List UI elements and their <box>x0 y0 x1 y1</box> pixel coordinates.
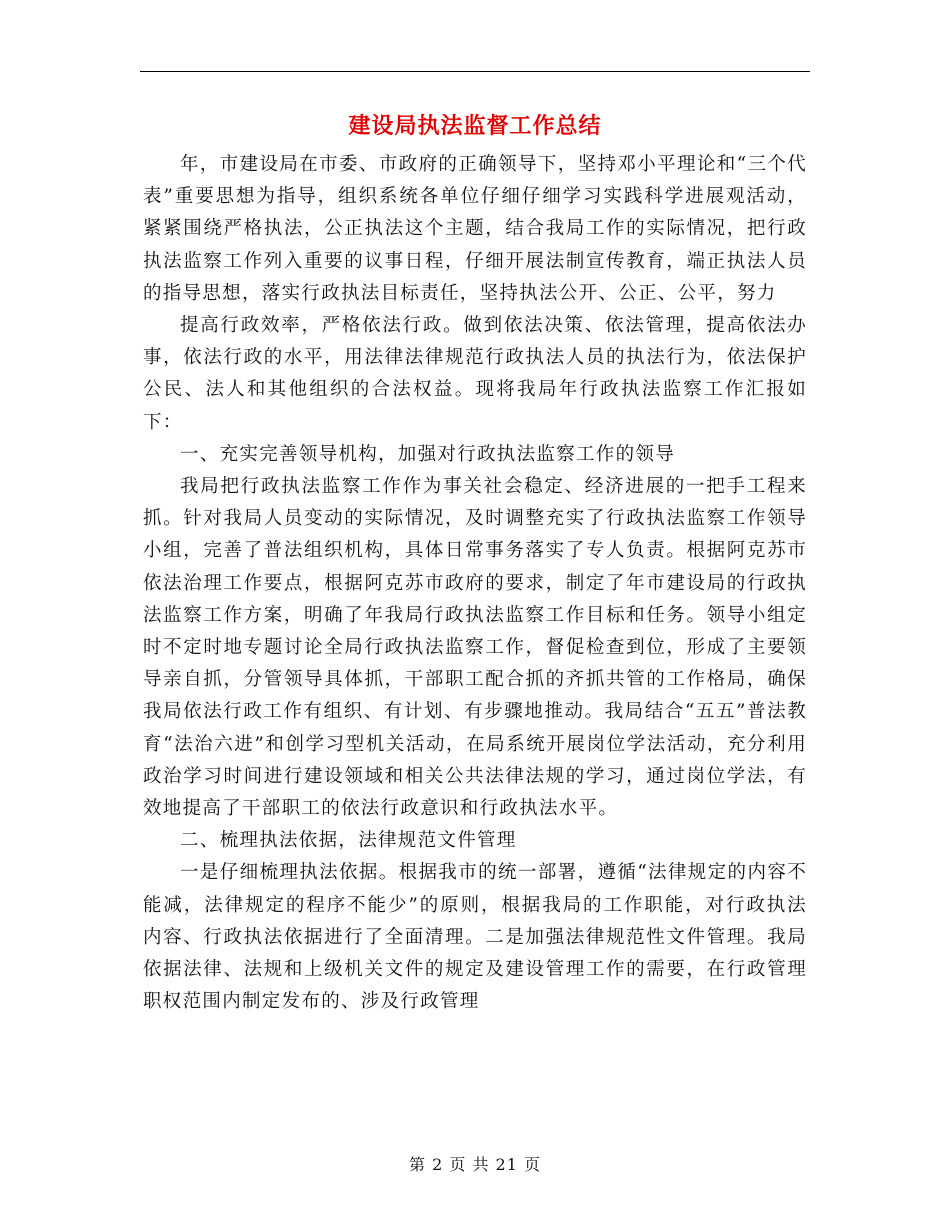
section-heading-2: 二、梳理执法依据，法律规范文件管理 <box>180 830 517 852</box>
section-heading-1: 一、充实完善领导机构，加强对行政执法监察工作的领导 <box>180 443 676 465</box>
footer-middle: 页 共 <box>449 1155 490 1174</box>
paragraph-section-1: 我局把行政执法监察工作作为事关社会稳定、经济进展的一把手工程来抓。针对我局人员变动的实际情况，及时调整充实了行政执法监察工作领导小组，完善了普法组织机构，具体日常事务落实了专人负责。根据阿克苏市依法治理工作要点，根据阿克苏市政府的要求，制定了年市建设局的行政执法监察工作方案，明确了年我局行政执法监察工作目标和任务。领导小组定时不定时地专题讨论全局行政执法监察工作，督促检查到位，形成了主要领导亲自抓，分管领导具体抓，干部职工配合抓的齐抓共管的工作格局，确保我局依法行政工作有组织、有计划、有步骤地推动。我局结合“五五”普法教育“法治六进”和创学习型机关活动，在局系统开展岗位学法活动，充分利用政治学习时间进行建设领域和相关公共法律法规的学习，通过岗位学法，有效地提高了干部职工的依法行政意识和行政执法水平。 <box>143 476 807 820</box>
document-body <box>143 149 807 1018</box>
footer-page-number: 2 <box>432 1155 444 1174</box>
paragraph-section-2: 一是仔细梳理执法依据。根据我市的统一部署，遵循“法律规定的内容不能减，法律规定的程序不能少”的原则，根据我局的工作职能，对行政执法内容、行政执法依据进行了全面清理。二是加强法律规范性文件管理。我局依据法律、法规和上级机关文件的规定及建设管理工作的需要，在行政管理职权范围内制定发布的、涉及行政管理 <box>143 862 807 1013</box>
footer-prefix: 第 <box>408 1155 426 1174</box>
document-title: 建设局执法监督工作总结 <box>348 113 602 139</box>
footer-suffix: 页 <box>524 1155 542 1174</box>
page-footer <box>0 1154 950 1176</box>
header-rule <box>140 71 810 72</box>
footer-total-pages: 21 <box>495 1155 518 1174</box>
paragraph-intro: 年，市建设局在市委、市政府的正确领导下，坚持邓小平理论和“三个代表”重要思想为指导，组织系统各单位仔细仔细学习实践科学进展观活动，紧紧围绕严格执法，公正执法这个主题，结合我局工作的实际情况，把行政执法监察工作列入重要的议事日程，仔细开展法制宣传教育，端正执法人员的指导思想，落实行政执法目标责任，坚持执法公开、公正、公平，努力 <box>143 154 807 304</box>
paragraph-intro-continued: 提高行政效率，严格依法行政。做到依法决策、依法管理，提高依法办事，依法行政的水平，用法律法律规范行政执法人员的执法行为，依法保护公民、法人和其他组织的合法权益。现将我局年行政执法监察工作汇报如下： <box>143 315 807 433</box>
